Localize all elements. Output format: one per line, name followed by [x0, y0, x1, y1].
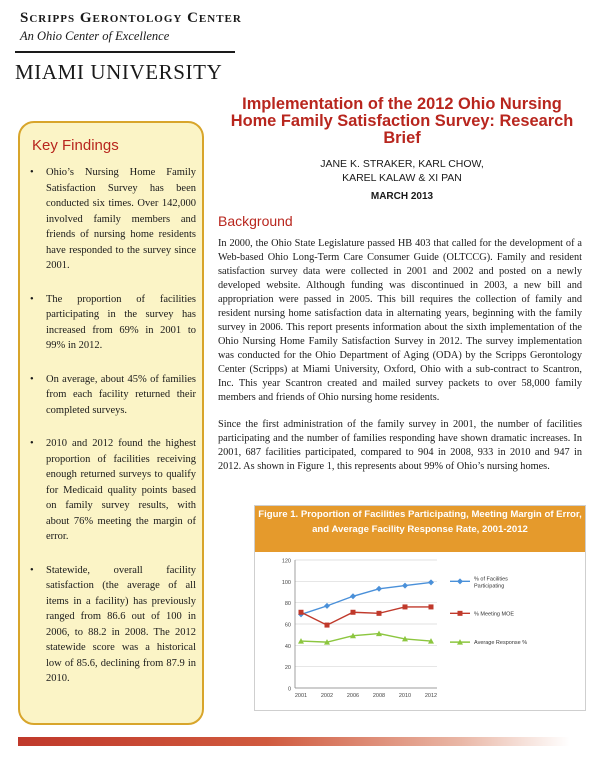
data-point — [324, 603, 330, 609]
paragraph-2: Since the first administration of the family survey in 2001, the number of facilities participating and the number of families responding have shown dramatic increases. In 2001, 687 facilities participated, compared to 904 in 2008, 933 in 2010 and 947 in 2012. As shown in Figure 1, this represents about 99% of Ohio’s nursing homes. — [218, 419, 582, 472]
legend-marker — [458, 611, 463, 616]
x-tick-label: 2006 — [346, 693, 360, 699]
section-heading-background: Background — [218, 213, 293, 229]
y-tick-label: 0 — [287, 686, 291, 693]
header-center-name: Scripps Gerontology Center — [20, 10, 242, 26]
header-tagline: An Ohio Center of Excellence — [20, 29, 170, 43]
key-findings-title: Key Findings — [32, 137, 119, 154]
key-finding-item: • The proportion of facilities participating in the survey has increased from 69% in 2001 to 99% in 2012. — [30, 292, 196, 354]
footer-bar — [18, 737, 570, 746]
legend-label: % Meeting MOE — [474, 611, 515, 618]
figure-caption: Figure 1. Proportion of Facilities Participating, Meeting Margin of Error, and Average Facility Response Rate, 2001-2012 — [255, 506, 585, 552]
legend-label-line-2: Participating — [474, 583, 505, 590]
data-point — [299, 610, 304, 615]
x-tick-label: 2002 — [320, 693, 334, 699]
authors-line-2: KAREL KALAW & XI PAN — [342, 172, 462, 184]
key-findings-list — [30, 165, 196, 705]
data-point — [403, 604, 408, 609]
figure-1 — [254, 505, 586, 711]
key-finding-item: • Ohio’s Nursing Home Family Satisfaction Survey has been conducted six times. Over 142,000 involved family members and friends of nursing home residents have responded to the survey since 2001. — [30, 165, 196, 274]
key-findings-box — [18, 121, 204, 725]
key-finding-item: • 2010 and 2012 found the highest proportion of facilities receiving enough returned surveys to qualify for Medicaid quality points based on family survey results, with about 76% meeting the margin of error. — [30, 436, 196, 545]
data-point — [428, 579, 434, 585]
header-university: MIAMI UNIVERSITY — [15, 60, 223, 84]
key-finding-item: • Statewide, overall facility satisfaction (the average of all items in a facility) has previously ranged from 86.6 out of 100 in 2006, to 88.2 in 2008. The 2012 statewide score was a historical low of 85.6, declining from 87.9 in 2010. — [30, 563, 196, 687]
x-tick-label: 2012 — [424, 693, 438, 699]
x-tick-label: 2010 — [398, 693, 412, 699]
y-tick-label: 80 — [284, 601, 291, 608]
data-point — [429, 604, 434, 609]
y-tick-label: 60 — [284, 622, 291, 629]
header-rule — [15, 51, 235, 53]
y-tick-label: 100 — [281, 579, 291, 586]
series-line — [301, 582, 431, 614]
x-tick-label: 2008 — [372, 693, 386, 699]
data-point — [376, 586, 382, 592]
paragraph-1: In 2000, the Ohio State Legislature passed HB 403 that called for the development of a Web-based Ohio Long-Term Care Consumer Guide (OLTCCG). Family and resident satisfaction survey data were collected in 2001 and 2002 and posted on a newly developed website. Although funding was discontinued in 2003, a new bill and appropriation were passed in 2005. This bill requires the collection of family and resident nursing home satisfaction data in alternating years, beginning with the family survey in 2006. This report presents information about the sixth implementation of the Ohio Nursing Home Family Satisfaction Survey in 2012. The survey implementation was conducted for the Ohio Department of Aging (ODA) by the Scripps Gerontology Center (Scripps) at Miami University, Oxford, Ohio with a sub-contract to Scantron, Inc. This year Scantron created and mailed survey packets to over 58,000 family members and friends of Ohio nursing home residents. — [218, 238, 582, 403]
authors-line-1: JANE K. STRAKER, KARL CHOW, — [320, 158, 484, 170]
article-authors — [222, 157, 582, 185]
legend-marker — [457, 578, 463, 584]
x-tick-label: 2001 — [294, 693, 308, 699]
legend-label: Average Response % — [474, 640, 528, 647]
article-title: Implementation of the 2012 Ohio Nursing Home Family Satisfaction Survey: Research Brief — [230, 95, 574, 147]
y-tick-label: 20 — [284, 665, 291, 672]
series-line — [301, 607, 431, 625]
data-point — [402, 583, 408, 589]
data-point — [325, 623, 330, 628]
data-point — [377, 611, 382, 616]
article-date: MARCH 2013 — [370, 191, 434, 202]
y-tick-label: 120 — [281, 558, 291, 565]
key-finding-item: • On average, about 45% of families from each facility returned their completed surveys. — [30, 372, 196, 419]
line-chart — [255, 552, 585, 710]
series-line — [301, 634, 431, 643]
data-point — [351, 610, 356, 615]
data-point — [350, 593, 356, 599]
y-tick-label: 40 — [284, 643, 291, 650]
legend-label-line-1: % of Facilities — [474, 576, 508, 583]
